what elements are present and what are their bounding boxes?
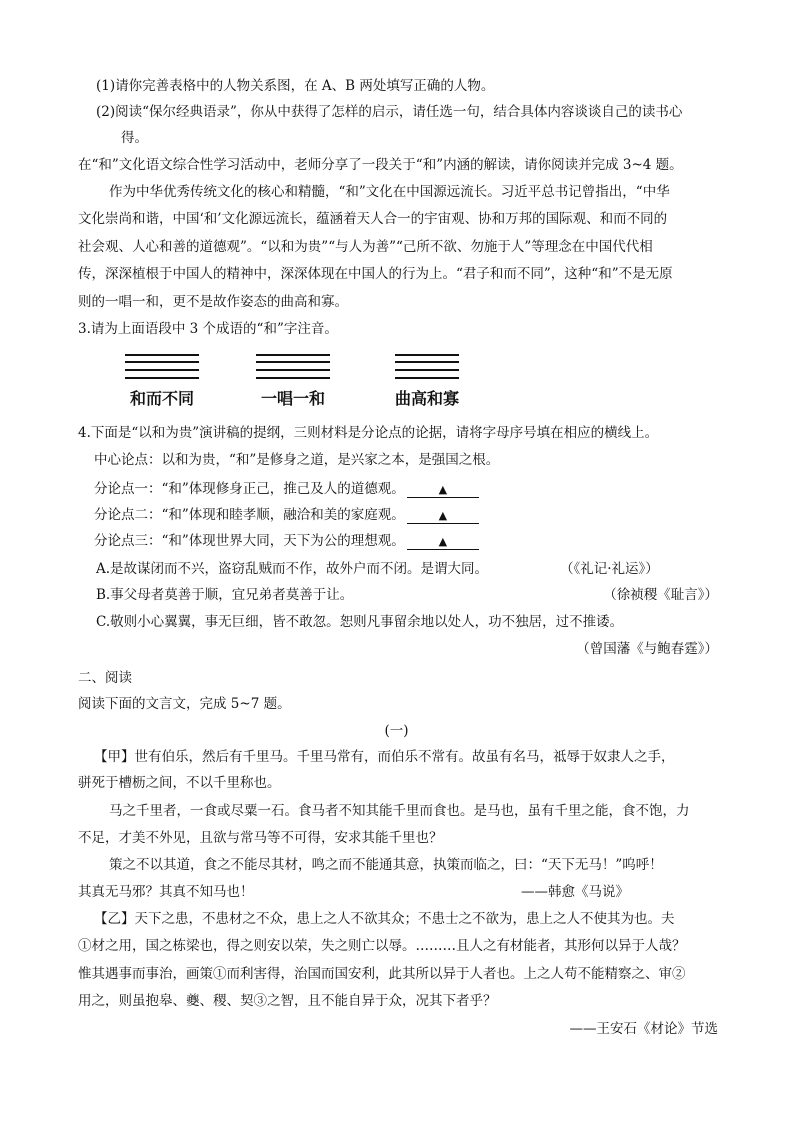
passage-line: 传，深深植根于中国人的精神中，深深体现在中国人的行为上。“君子和而不同”，这种“和”不是无原 (78, 266, 673, 282)
central-argument: 中心论点：以和为贵，“和”是修身之道，是兴家之本，是强国之根。 (94, 452, 500, 468)
passage-line: 文化崇尚和谐，中国‘和’文化源远流长，蕴涵着天人合一的宇宙观、协和万邦的国际观、和而不同的 (78, 211, 668, 227)
jia-line: 策之不以其道，食之不能尽其材，鸣之而不能通其意，执策而临之，曰：“天下无马！”呜呼！ (109, 857, 663, 873)
pinyin-box-3 (395, 350, 460, 408)
yi-line: 用之，则虽抱皋、夔、稷、契③之智，且不能自异于众，况其下者乎？ (78, 993, 497, 1009)
sub-argument-2 (94, 506, 479, 524)
pinyin-lines (256, 350, 330, 386)
idiom-word: 曲高和寡 (395, 389, 460, 408)
question-sub-2: (2)阅读“保尔经典语录”，你从中获得了怎样的启示，请任选一句，结合具体内容谈谈自己的读书心 (96, 104, 683, 120)
reading-intro: 阅读下面的文言文，完成 5~7 题。 (78, 696, 291, 712)
question-3: 3.请为上面语段中 3 个成语的“和”字注音。 (78, 321, 338, 337)
answer-blank[interactable]: ▲ (407, 509, 479, 524)
intro-text: 在“和”文化语文综合性学习活动中，老师分享了一段关于“和”内涵的解读，请你阅读并完成 3~4 题。 (78, 157, 683, 173)
question-4: 4.下面是“以和为贵”演讲稿的提纲，三则材料是分论点的论据，请将字母序号填在相应的横线上。 (78, 425, 659, 441)
material-a-source: （《礼记·礼运》） (560, 561, 659, 577)
jia-line: 【甲】世有伯乐，然后有千里马。千里马常有，而伯乐不常有。故虽有名马，祗辱于奴隶人之手， (94, 749, 675, 765)
pinyin-lines (395, 350, 459, 386)
material-a: A.是故谋闭而不兴，盗窃乱贼而不作，故外户而不闭。是谓大同。 (96, 561, 489, 577)
passage-line: 则的一唱一和，更不是故作姿态的曲高和寡。 (78, 294, 348, 310)
jia-line: 其真无马邪？其真不知马也！ (78, 884, 254, 900)
jia-line: 骈死于槽枥之间，不以千里称也。 (78, 775, 281, 791)
answer-blank[interactable]: ▲ (407, 483, 479, 498)
section-heading: 二、阅读 (78, 670, 132, 686)
jia-source: ——韩愈《马说》 (521, 884, 629, 900)
material-b-source: （徐祯稷《耻言》） (603, 587, 718, 603)
material-c: C.敬则小心翼翼，事无巨细，皆不敢忽。恕则凡事留余地以处人，功不独居，过不推诿。 (96, 614, 624, 630)
pinyin-lines (125, 350, 199, 386)
pinyin-box-2 (256, 350, 330, 408)
idiom-word: 和而不同 (129, 389, 194, 408)
answer-blank[interactable]: ▲ (407, 535, 479, 550)
question-sub-1: (1)请你完善表格中的人物关系图，在 A、B 两处填写正确的人物。 (96, 78, 495, 94)
passage-line: 社会观、人心和善的道德观”。“以和为贵”“与人为善”“己所不欲、勿施于人”等理念在中国代代相 (78, 239, 653, 255)
sub-argument-1 (94, 480, 479, 498)
sub-argument-text: 分论点一：“和”体现修身正己，推己及人的道德观。 (94, 481, 405, 497)
yi-line: ①材之用，国之栋梁也，得之则安以荣，失之则亡以辱。………且人之有材能者，其形何以异于人哉？ (78, 938, 686, 954)
pinyin-box-1 (125, 350, 199, 408)
jia-line: 马之千里者，一食或尽粟一石。食马者不知其能千里而食也。是马也，虽有千里之能，食不饱，力 (109, 803, 690, 819)
sub-argument-text: 分论点三：“和”体现世界大同，天下为公的理想观。 (94, 533, 405, 549)
sub-argument-3 (94, 532, 479, 550)
part-label: (一) (384, 723, 409, 739)
question-sub-2-cont: 得。 (121, 130, 148, 146)
yi-source: ——王安石《材论》节选 (569, 1021, 718, 1037)
sub-argument-text: 分论点二：“和”体现和睦孝顺，融洽和美的家庭观。 (94, 507, 405, 523)
yi-line: 【乙】天下之患，不患材之不众，患上之人不欲其众；不患士之不欲为，患上之人不使其为也。夫 (94, 911, 675, 927)
material-b: B.事父母者莫善于顺，宜兄弟者莫善于让。 (96, 587, 354, 603)
yi-line: 惟其遇事而事治，画策①而利害得，治国而国安利，此其所以异于人者也。上之人苟不能精察之、审② (78, 966, 686, 982)
material-c-source: （曾国藩《与鲍春霆》） (576, 641, 718, 657)
idiom-word: 一唱一和 (260, 389, 325, 408)
jia-line: 不足，才美不外见，且欲与常马等不可得，安求其能千里也？ (78, 830, 443, 846)
passage-line: 作为中华优秀传统文化的核心和精髓，“和”文化在中国源远流长。习近平总书记曾指出，“中华 (109, 184, 670, 200)
